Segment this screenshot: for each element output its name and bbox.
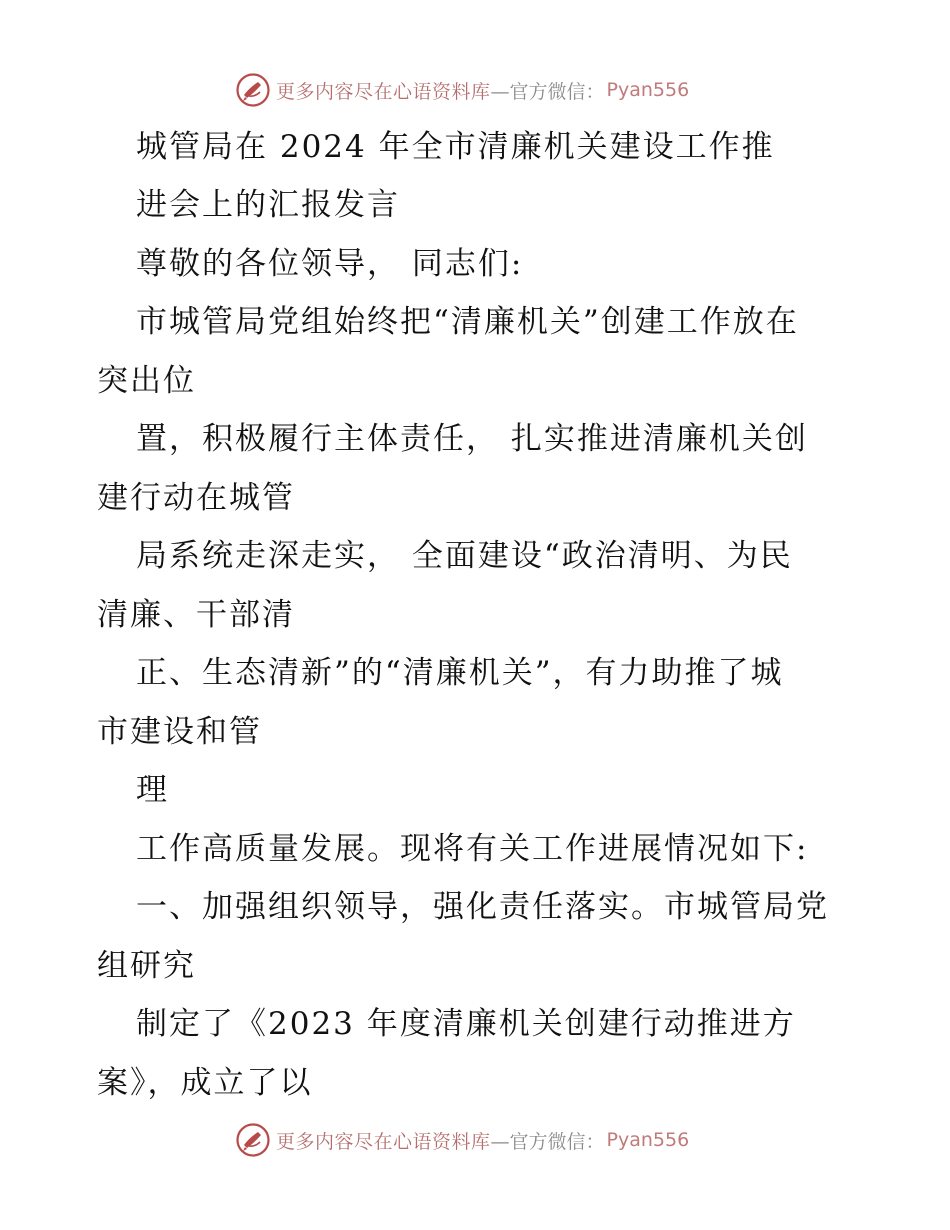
watermark-separator: —官方微信： (490, 1130, 605, 1153)
body-line: 建行动在城管 (97, 480, 295, 516)
bottom-watermark-banner (236, 1122, 689, 1158)
watermark-separator: —官方微信： (490, 80, 605, 103)
body-line: 一、加强组织领导，强化责任落实。市城管局党 (136, 889, 829, 925)
body-line: 突出位 (97, 363, 196, 399)
body-line: 工作高质量发展。现将有关工作进展情况如下: (136, 831, 809, 867)
body-line: 案》，成立了以 (97, 1065, 313, 1101)
watermark-text: 更多内容尽在心语资料库 (276, 80, 491, 103)
watermark-text: 更多内容尽在心语资料库 (276, 1130, 491, 1153)
red-book-quill-icon (236, 73, 270, 107)
body-line: 局系统走深走实， 全面建设“政治清明、为民 (136, 538, 793, 574)
body-line: 制定了《2023 年度清廉机关创建行动推进方 (136, 1006, 796, 1042)
body-line: 组研究 (97, 948, 196, 984)
red-book-quill-icon (236, 1123, 270, 1157)
body-line: 清廉、干部清 (97, 597, 295, 633)
body-line: 理 (136, 772, 169, 808)
title-line-1: 城管局在 2024 年全市清廉机关建设工作推 (136, 129, 775, 165)
body-line: 正、生态清新”的“清廉机关”，有力助推了城 (136, 655, 784, 691)
body-line: 市建设和管 (97, 714, 262, 750)
title-line-2: 进会上的汇报发言 (136, 187, 400, 223)
body-line: 市城管局党组始终把“清廉机关”创建工作放在 (136, 304, 799, 340)
watermark-id: Pyan556 (606, 1129, 690, 1151)
salutation-line: 尊敬的各位领导， 同志们: (136, 246, 524, 282)
top-watermark-banner (236, 72, 689, 108)
watermark-id: Pyan556 (606, 79, 690, 101)
body-line: 置，积极履行主体责任， 扎实推进清廉机关创 (136, 421, 808, 457)
